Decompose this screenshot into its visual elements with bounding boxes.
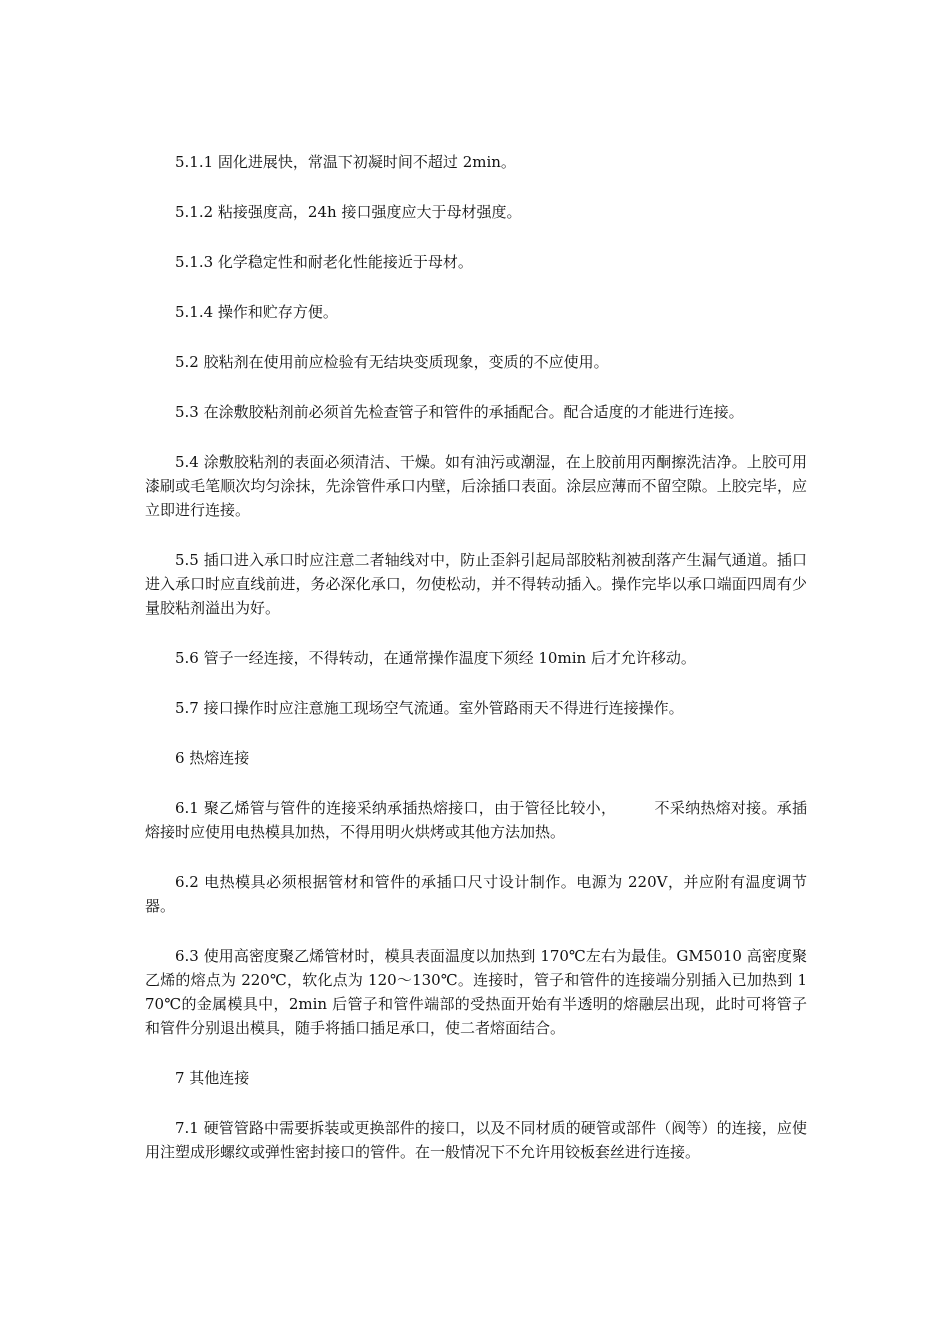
paragraph-5-3: 5.3 在涂敷胶粘剂前必须首先检查管子和管件的承插配合。配合适度的才能进行连接。: [175, 403, 744, 421]
paragraph-5-1-4: 5.1.4 操作和贮存方便。: [175, 303, 338, 321]
document-body: [145, 150, 807, 1190]
paragraph-5-1-1: 5.1.1 固化进展快，常温下初凝时间不超过 2min。: [175, 153, 516, 171]
paragraph-5-1-3: 5.1.3 化学稳定性和耐老化性能接近于母材。: [175, 253, 473, 271]
section-heading-6: 6 热熔连接: [175, 749, 250, 767]
paragraph-6-3: 6.3 使用高密度聚乙烯管材时，模具表面温度以加热到 170℃左右为最佳。GM5010 高密度聚乙烯的熔点为 220℃，软化点为 120～130℃。连接时，管子和管件的连接端分别插入已加热到 170℃的金属模具中，2min 后管子和管件端部的受热面开始有半透明的熔融层出现，此时可将管子和管件分别退出模具，随手将插口插足承口，使二者熔面结合。: [145, 947, 807, 1037]
paragraph-5-1-2: 5.1.2 粘接强度高，24h 接口强度应大于母材强度。: [175, 203, 522, 221]
paragraph-5-5: 5.5 插口进入承口时应注意二者轴线对中，防止歪斜引起局部胶粘剂被刮落产生漏气通道。插口进入承口时应直线前进，务必深化承口，勿使松动，并不得转动插入。操作完毕以承口端面四周有少量胶粘剂溢出为好。: [145, 551, 807, 617]
paragraph-5-6: 5.6 管子一经连接，不得转动，在通常操作温度下须经 10min 后才允许移动。: [175, 649, 696, 667]
paragraph-7-1: 7.1 硬管管路中需要拆装或更换部件的接口，以及不同材质的硬管或部件（阀等）的连接，应使用注塑成形螺纹或弹性密封接口的管件。在一般情况下不允许用铰板套丝进行连接。: [145, 1119, 807, 1161]
paragraph-5-7: 5.7 接口操作时应注意施工现场空气流通。室外管路雨天不得进行连接操作。: [175, 699, 684, 717]
paragraph-6-1: 6.1 聚乙烯管与管件的连接采纳承插热熔接口，由于管径比较小， 不采纳热熔对接。承插熔接时应使用电热模具加热，不得用明火烘烤或其他方法加热。: [145, 799, 807, 841]
paragraph-5-4: 5.4 涂敷胶粘剂的表面必须清洁、干燥。如有油污或潮湿，在上胶前用丙酮擦洗洁净。上胶可用漆刷或毛笔顺次均匀涂抹，先涂管件承口内壁，后涂插口表面。涂层应薄而不留空隙。上胶完毕，应立即进行连接。: [145, 453, 807, 519]
paragraph-6-2: 6.2 电热模具必须根据管材和管件的承插口尺寸设计制作。电源为 220V，并应附有温度调节器。: [145, 873, 807, 915]
paragraph-5-2: 5.2 胶粘剂在使用前应检验有无结块变质现象，变质的不应使用。: [175, 353, 609, 371]
section-heading-7: 7 其他连接: [175, 1069, 250, 1087]
